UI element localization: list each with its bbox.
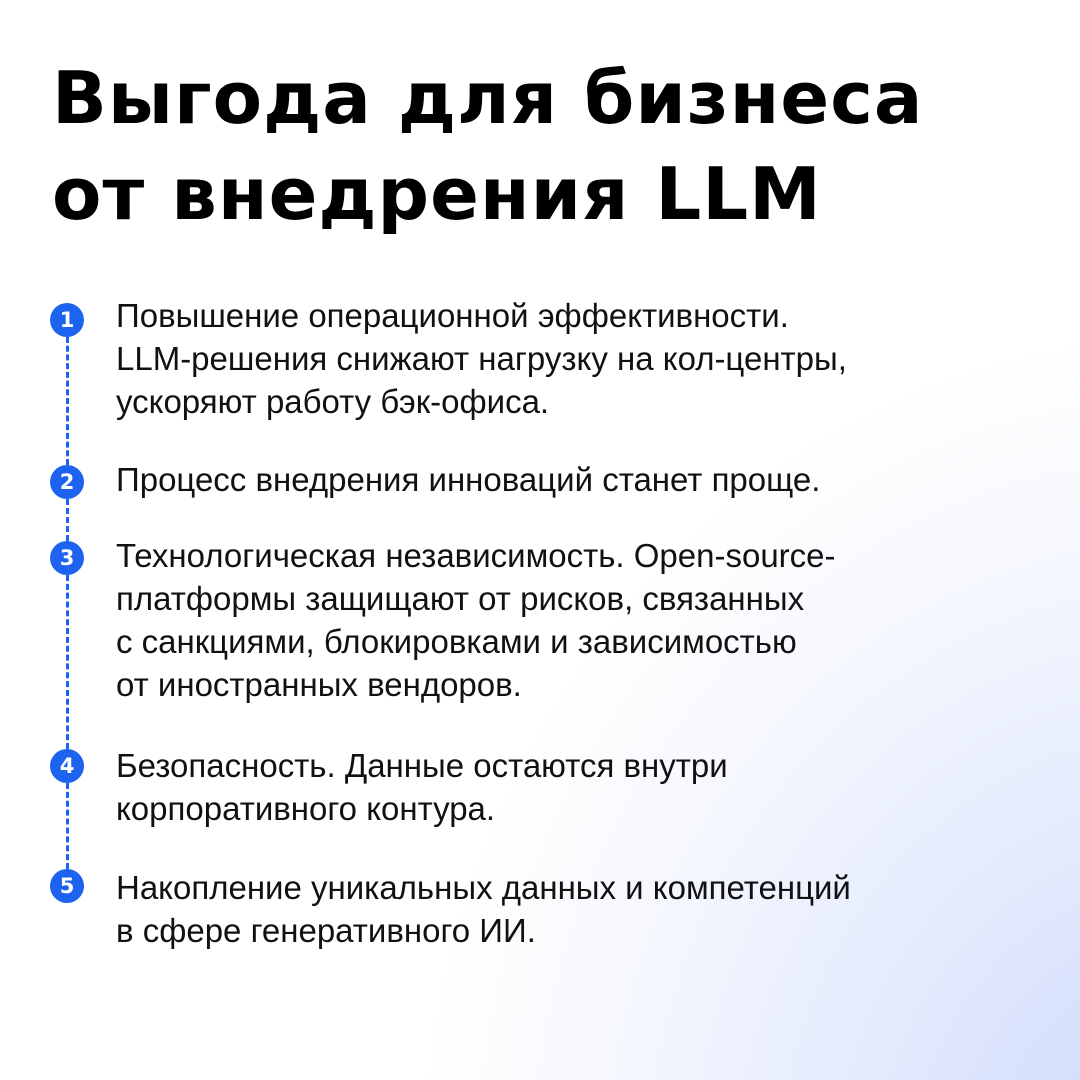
list-item-line: ускоряют работу бэк-офиса. bbox=[116, 383, 550, 420]
list-item-line: Процесс внедрения инноваций станет проще. bbox=[116, 461, 821, 498]
step-connector bbox=[66, 337, 69, 465]
list-item-line: Повышение операционной эффективности. bbox=[116, 297, 789, 334]
list-item-line: LLM-решения снижают нагрузку на кол-центры, bbox=[116, 340, 847, 377]
step-connector bbox=[66, 499, 69, 541]
list-item-line: с санкциями, блокировками и зависимостью bbox=[116, 623, 797, 660]
list-item-line: корпоративного контура. bbox=[116, 790, 496, 827]
list-item-line: в сфере генеративного ИИ. bbox=[116, 912, 536, 949]
list-item-line: Технологическая независимость. Open-source- bbox=[116, 537, 836, 574]
step-number-badge: 3 bbox=[50, 541, 84, 575]
step-connector bbox=[66, 783, 69, 869]
list-item bbox=[116, 866, 1046, 952]
page-title-line-2: от внедрения LLM bbox=[52, 152, 822, 236]
step-number-badge: 5 bbox=[50, 869, 84, 903]
list-item bbox=[116, 458, 1046, 501]
step-number-badge: 4 bbox=[50, 749, 84, 783]
list-item-line: от иностранных вендоров. bbox=[116, 666, 522, 703]
list-item bbox=[116, 294, 1046, 423]
step-connector bbox=[66, 575, 69, 749]
step-number-badge: 1 bbox=[50, 303, 84, 337]
list-item-line: платформы защищают от рисков, связанных bbox=[116, 580, 805, 617]
page-title-line-1: Выгода для бизнеса bbox=[52, 56, 924, 140]
list-item-line: Безопасность. Данные остаются внутри bbox=[116, 747, 728, 784]
step-number-badge: 2 bbox=[50, 465, 84, 499]
list-item-line: Накопление уникальных данных и компетенций bbox=[116, 869, 851, 906]
list-item bbox=[116, 534, 1046, 706]
list-item bbox=[116, 744, 1046, 830]
